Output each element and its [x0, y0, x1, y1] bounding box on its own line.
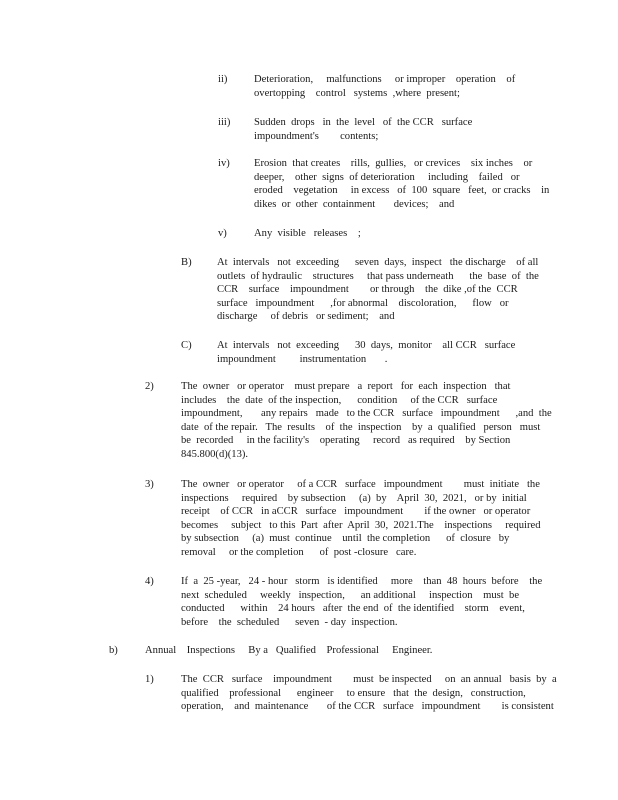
text-line: next scheduled weekly inspection, an additional inspection must be	[181, 589, 520, 601]
item-text	[181, 380, 552, 462]
text-line: Deterioration, malfunctions or improper operation of	[254, 74, 516, 85]
text-line: date of the repair. The results of the inspection by a qualified person must	[181, 421, 541, 433]
item-label: v)	[218, 228, 227, 239]
item-label: 2)	[145, 381, 154, 392]
item-label: 1)	[145, 674, 154, 685]
item-label: b)	[109, 645, 118, 656]
text-line: includes the date of the inspection, condition of the CCR surface	[181, 394, 498, 406]
item-label: iv)	[218, 158, 230, 169]
text-line: becomes subject to this Part after April 30, 2021.The inspections required	[181, 519, 541, 531]
text-line: removal or the completion of post -closure care.	[181, 546, 417, 558]
item-label: C)	[181, 340, 192, 351]
text-line: Erosion that creates rills, gullies, or crevices six inches or	[254, 158, 533, 169]
item-heading	[145, 644, 432, 658]
item-text	[254, 227, 361, 241]
text-line: impoundment, any repairs made to the CCR surface impoundment ,and the	[181, 408, 552, 420]
text-line: discharge of debris or sediment; and	[217, 311, 395, 323]
text-line: The CCR surface impoundment must be inspected on an annual basis by a	[181, 674, 557, 685]
text-line: receipt of CCR in aCCR surface impoundment if the owner or operator	[181, 506, 531, 518]
text-line: If a 25 -year, 24 - hour storm is identified more than 48 hours before the	[181, 576, 543, 587]
text-line: eroded vegetation in excess of 100 square feet, or cracks in	[254, 185, 550, 197]
item-text	[181, 673, 557, 714]
text-line: impoundment instrumentation .	[217, 353, 388, 365]
text-line: dikes or other containment devices; and	[254, 198, 455, 210]
text-line: The owner or operator must prepare a report for each inspection that	[181, 381, 511, 392]
text-line: impoundment's contents;	[254, 130, 379, 142]
text-line: qualified professional engineer to ensure that the design, construction,	[181, 687, 526, 699]
text-line: Sudden drops in the level of the CCR surface	[254, 117, 473, 128]
item-text	[181, 575, 542, 629]
text-line: The owner or operator of a CCR surface impoundment must initiate the	[181, 479, 540, 490]
item-text	[217, 339, 515, 366]
section-heading: Annual Inspections By a Qualified Professional Engineer.	[145, 645, 433, 656]
item-label: ii)	[218, 74, 228, 85]
text-line: deeper, other signs of deterioration including failed or	[254, 171, 520, 183]
text-line: by subsection (a) must continue until the completion of closure by	[181, 533, 510, 545]
text-line: outlets of hydraulic structures that pass underneath the base of the	[217, 270, 539, 282]
item-label: B)	[181, 257, 192, 268]
text-line: surface impoundment ,for abnormal discoloration, flow or	[217, 297, 509, 309]
text-line: At intervals not exceeding seven days, inspect the discharge of all	[217, 257, 539, 268]
text-line: Any visible releases ;	[254, 228, 361, 239]
item-text	[254, 116, 472, 143]
text-line: before the scheduled seven - day inspection.	[181, 616, 398, 628]
item-text	[181, 478, 541, 560]
text-line: be recorded in the facility's operating record as required by Section	[181, 435, 511, 447]
text-line: overtopping control systems ,where present;	[254, 87, 460, 99]
text-line: CCR surface impoundment or through the dike ,of the CCR	[217, 284, 518, 296]
text-line: 845.800(d)(13).	[181, 448, 249, 460]
item-label: iii)	[218, 117, 231, 128]
item-label: 3)	[145, 479, 154, 490]
text-line: operation, and maintenance of the CCR surface impoundment is consistent	[181, 701, 554, 713]
text-line: inspections required by subsection (a) by April 30, 2021, or by initial	[181, 492, 527, 504]
text-line: At intervals not exceeding 30 days, monitor all CCR surface	[217, 340, 516, 351]
item-text	[254, 73, 515, 100]
item-text	[254, 157, 549, 211]
text-line: conducted within 24 hours after the end of the identified storm event,	[181, 603, 525, 615]
item-text	[217, 256, 539, 324]
item-label: 4)	[145, 576, 154, 587]
